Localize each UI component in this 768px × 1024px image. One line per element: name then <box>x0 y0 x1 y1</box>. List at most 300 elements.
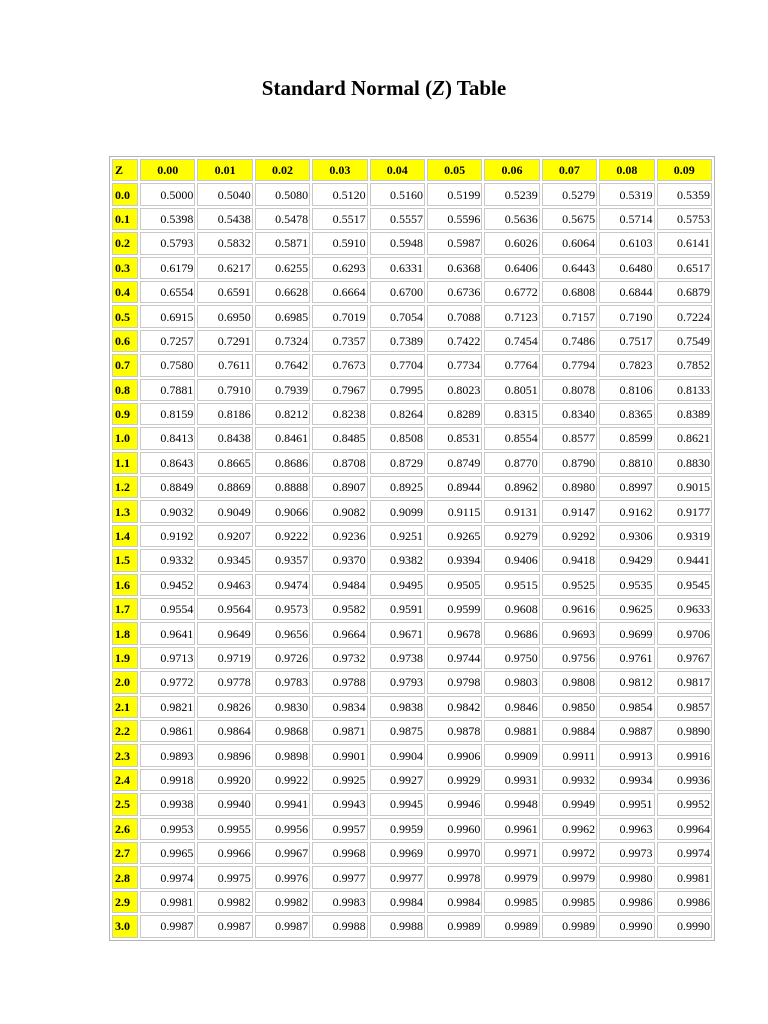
table-row <box>112 696 712 718</box>
probability-cell: 0.5636 <box>484 208 539 230</box>
row-z-label: 1.0 <box>112 427 138 449</box>
probability-cell: 0.5714 <box>599 208 654 230</box>
probability-cell: 0.9394 <box>427 549 482 571</box>
probability-cell: 0.9890 <box>657 720 712 742</box>
probability-cell: 0.9222 <box>255 525 310 547</box>
probability-cell: 0.8888 <box>255 476 310 498</box>
probability-cell: 0.6255 <box>255 257 310 279</box>
table-row <box>112 598 712 620</box>
probability-cell: 0.9846 <box>484 696 539 718</box>
probability-cell: 0.7794 <box>542 354 597 376</box>
probability-cell: 0.9738 <box>370 647 425 669</box>
probability-cell: 0.9803 <box>484 671 539 693</box>
probability-cell: 0.9965 <box>140 842 195 864</box>
probability-cell: 0.9463 <box>197 574 252 596</box>
title-prefix: Standard Normal ( <box>261 76 433 100</box>
column-header: 0.01 <box>197 159 252 181</box>
probability-cell: 0.8849 <box>140 476 195 498</box>
probability-cell: 0.6879 <box>657 281 712 303</box>
row-z-label: 2.6 <box>112 818 138 840</box>
table-row <box>112 549 712 571</box>
probability-cell: 0.9332 <box>140 549 195 571</box>
probability-cell: 0.6179 <box>140 257 195 279</box>
column-header: 0.05 <box>427 159 482 181</box>
probability-cell: 0.9901 <box>312 744 367 766</box>
probability-cell: 0.9582 <box>312 598 367 620</box>
table-row <box>112 647 712 669</box>
header-row <box>112 159 712 181</box>
probability-cell: 0.9941 <box>255 793 310 815</box>
probability-cell: 0.9693 <box>542 622 597 644</box>
probability-cell: 0.9793 <box>370 671 425 693</box>
table-row <box>112 671 712 693</box>
probability-cell: 0.5040 <box>197 183 252 205</box>
probability-cell: 0.9649 <box>197 622 252 644</box>
probability-cell: 0.7054 <box>370 305 425 327</box>
probability-cell: 0.9664 <box>312 622 367 644</box>
probability-cell: 0.9778 <box>197 671 252 693</box>
probability-cell: 0.6406 <box>484 257 539 279</box>
table-row <box>112 744 712 766</box>
probability-cell: 0.9906 <box>427 744 482 766</box>
table-row <box>112 818 712 840</box>
table-row <box>112 793 712 815</box>
probability-cell: 0.9641 <box>140 622 195 644</box>
probability-cell: 0.9984 <box>427 891 482 913</box>
row-z-label: 3.0 <box>112 915 138 937</box>
table-row <box>112 257 712 279</box>
table-row <box>112 915 712 937</box>
probability-cell: 0.6772 <box>484 281 539 303</box>
probability-cell: 0.9850 <box>542 696 597 718</box>
probability-cell: 0.9864 <box>197 720 252 742</box>
probability-cell: 0.9719 <box>197 647 252 669</box>
table-row <box>112 232 712 254</box>
probability-cell: 0.9974 <box>657 842 712 864</box>
probability-cell: 0.9948 <box>484 793 539 815</box>
probability-cell: 0.9987 <box>197 915 252 937</box>
probability-cell: 0.9969 <box>370 842 425 864</box>
probability-cell: 0.8980 <box>542 476 597 498</box>
probability-cell: 0.9525 <box>542 574 597 596</box>
probability-cell: 0.5675 <box>542 208 597 230</box>
probability-cell: 0.9306 <box>599 525 654 547</box>
probability-cell: 0.9911 <box>542 744 597 766</box>
probability-cell: 0.9925 <box>312 769 367 791</box>
probability-cell: 0.9875 <box>370 720 425 742</box>
probability-cell: 0.9817 <box>657 671 712 693</box>
probability-cell: 0.9441 <box>657 549 712 571</box>
probability-cell: 0.7486 <box>542 330 597 352</box>
row-z-label: 2.2 <box>112 720 138 742</box>
probability-cell: 0.9956 <box>255 818 310 840</box>
probability-cell: 0.9772 <box>140 671 195 693</box>
row-z-label: 1.4 <box>112 525 138 547</box>
probability-cell: 0.5478 <box>255 208 310 230</box>
probability-cell: 0.7995 <box>370 379 425 401</box>
probability-cell: 0.5517 <box>312 208 367 230</box>
probability-cell: 0.9599 <box>427 598 482 620</box>
probability-cell: 0.9429 <box>599 549 654 571</box>
row-z-label: 0.9 <box>112 403 138 425</box>
probability-cell: 0.7734 <box>427 354 482 376</box>
probability-cell: 0.9115 <box>427 500 482 522</box>
row-z-label: 0.5 <box>112 305 138 327</box>
probability-cell: 0.8830 <box>657 452 712 474</box>
probability-cell: 0.9868 <box>255 720 310 742</box>
probability-cell: 0.7642 <box>255 354 310 376</box>
probability-cell: 0.5398 <box>140 208 195 230</box>
probability-cell: 0.8289 <box>427 403 482 425</box>
probability-cell: 0.9909 <box>484 744 539 766</box>
probability-cell: 0.6915 <box>140 305 195 327</box>
probability-cell: 0.8485 <box>312 427 367 449</box>
probability-cell: 0.7224 <box>657 305 712 327</box>
probability-cell: 0.9625 <box>599 598 654 620</box>
column-header: 0.03 <box>312 159 367 181</box>
probability-cell: 0.9931 <box>484 769 539 791</box>
probability-cell: 0.8686 <box>255 452 310 474</box>
probability-cell: 0.9960 <box>427 818 482 840</box>
row-z-label: 1.3 <box>112 500 138 522</box>
probability-cell: 0.9968 <box>312 842 367 864</box>
probability-cell: 0.9976 <box>255 866 310 888</box>
probability-cell: 0.9988 <box>370 915 425 937</box>
probability-cell: 0.9955 <box>197 818 252 840</box>
table-row <box>112 427 712 449</box>
table-row <box>112 500 712 522</box>
table-row <box>112 305 712 327</box>
probability-cell: 0.9798 <box>427 671 482 693</box>
probability-cell: 0.8708 <box>312 452 367 474</box>
probability-cell: 0.9382 <box>370 549 425 571</box>
probability-cell: 0.9838 <box>370 696 425 718</box>
probability-cell: 0.8461 <box>255 427 310 449</box>
probability-cell: 0.8531 <box>427 427 482 449</box>
row-z-label: 1.7 <box>112 598 138 620</box>
table-row <box>112 403 712 425</box>
probability-cell: 0.5000 <box>140 183 195 205</box>
probability-cell: 0.5910 <box>312 232 367 254</box>
probability-cell: 0.8023 <box>427 379 482 401</box>
probability-cell: 0.6331 <box>370 257 425 279</box>
table-row <box>112 208 712 230</box>
probability-cell: 0.9970 <box>427 842 482 864</box>
probability-cell: 0.9842 <box>427 696 482 718</box>
column-header: 0.08 <box>599 159 654 181</box>
probability-cell: 0.8238 <box>312 403 367 425</box>
probability-cell: 0.9953 <box>140 818 195 840</box>
probability-cell: 0.8665 <box>197 452 252 474</box>
probability-cell: 0.5948 <box>370 232 425 254</box>
table-row <box>112 379 712 401</box>
probability-cell: 0.7549 <box>657 330 712 352</box>
probability-cell: 0.9292 <box>542 525 597 547</box>
probability-cell: 0.8186 <box>197 403 252 425</box>
probability-cell: 0.9989 <box>427 915 482 937</box>
table-row <box>112 891 712 913</box>
probability-cell: 0.9980 <box>599 866 654 888</box>
probability-cell: 0.9920 <box>197 769 252 791</box>
probability-cell: 0.9783 <box>255 671 310 693</box>
probability-cell: 0.8264 <box>370 403 425 425</box>
probability-cell: 0.9884 <box>542 720 597 742</box>
page-title <box>0 74 768 102</box>
probability-cell: 0.9495 <box>370 574 425 596</box>
probability-cell: 0.9977 <box>312 866 367 888</box>
probability-cell: 0.9983 <box>312 891 367 913</box>
probability-cell: 0.9989 <box>542 915 597 937</box>
title-italic-z: Z <box>432 76 445 100</box>
row-z-label: 0.4 <box>112 281 138 303</box>
probability-cell: 0.8340 <box>542 403 597 425</box>
probability-cell: 0.9015 <box>657 476 712 498</box>
probability-cell: 0.9985 <box>484 891 539 913</box>
probability-cell: 0.9671 <box>370 622 425 644</box>
probability-cell: 0.9978 <box>427 866 482 888</box>
probability-cell: 0.5987 <box>427 232 482 254</box>
probability-cell: 0.9545 <box>657 574 712 596</box>
probability-cell: 0.5199 <box>427 183 482 205</box>
probability-cell: 0.8729 <box>370 452 425 474</box>
probability-cell: 0.9975 <box>197 866 252 888</box>
probability-cell: 0.9904 <box>370 744 425 766</box>
probability-cell: 0.7704 <box>370 354 425 376</box>
row-z-label: 2.8 <box>112 866 138 888</box>
probability-cell: 0.9981 <box>657 866 712 888</box>
probability-cell: 0.8106 <box>599 379 654 401</box>
probability-cell: 0.5279 <box>542 183 597 205</box>
probability-cell: 0.7910 <box>197 379 252 401</box>
probability-cell: 0.9936 <box>657 769 712 791</box>
probability-cell: 0.9962 <box>542 818 597 840</box>
probability-cell: 0.6517 <box>657 257 712 279</box>
probability-cell: 0.9857 <box>657 696 712 718</box>
probability-cell: 0.9981 <box>140 891 195 913</box>
probability-cell: 0.6664 <box>312 281 367 303</box>
row-z-label: 1.9 <box>112 647 138 669</box>
probability-cell: 0.9706 <box>657 622 712 644</box>
probability-cell: 0.8962 <box>484 476 539 498</box>
probability-cell: 0.9515 <box>484 574 539 596</box>
probability-cell: 0.8599 <box>599 427 654 449</box>
probability-cell: 0.8907 <box>312 476 367 498</box>
probability-cell: 0.9452 <box>140 574 195 596</box>
row-z-label: 0.6 <box>112 330 138 352</box>
probability-cell: 0.9990 <box>657 915 712 937</box>
probability-cell: 0.8315 <box>484 403 539 425</box>
probability-cell: 0.8790 <box>542 452 597 474</box>
probability-cell: 0.8643 <box>140 452 195 474</box>
probability-cell: 0.5359 <box>657 183 712 205</box>
probability-cell: 0.9918 <box>140 769 195 791</box>
probability-cell: 0.9959 <box>370 818 425 840</box>
probability-cell: 0.6554 <box>140 281 195 303</box>
column-header: 0.09 <box>657 159 712 181</box>
probability-cell: 0.9871 <box>312 720 367 742</box>
probability-cell: 0.8554 <box>484 427 539 449</box>
row-z-label: 2.4 <box>112 769 138 791</box>
row-z-label: 1.8 <box>112 622 138 644</box>
probability-cell: 0.8869 <box>197 476 252 498</box>
probability-cell: 0.9418 <box>542 549 597 571</box>
probability-cell: 0.5438 <box>197 208 252 230</box>
probability-cell: 0.9974 <box>140 866 195 888</box>
probability-cell: 0.9788 <box>312 671 367 693</box>
probability-cell: 0.9932 <box>542 769 597 791</box>
probability-cell: 0.9946 <box>427 793 482 815</box>
probability-cell: 0.9943 <box>312 793 367 815</box>
probability-cell: 0.5596 <box>427 208 482 230</box>
probability-cell: 0.7939 <box>255 379 310 401</box>
probability-cell: 0.9812 <box>599 671 654 693</box>
probability-cell: 0.9989 <box>484 915 539 937</box>
probability-cell: 0.9973 <box>599 842 654 864</box>
probability-cell: 0.9821 <box>140 696 195 718</box>
probability-cell: 0.6443 <box>542 257 597 279</box>
probability-cell: 0.9767 <box>657 647 712 669</box>
probability-cell: 0.6628 <box>255 281 310 303</box>
probability-cell: 0.6736 <box>427 281 482 303</box>
probability-cell: 0.9952 <box>657 793 712 815</box>
probability-cell: 0.9922 <box>255 769 310 791</box>
probability-cell: 0.9987 <box>140 915 195 937</box>
probability-cell: 0.8365 <box>599 403 654 425</box>
probability-cell: 0.9963 <box>599 818 654 840</box>
probability-cell: 0.7764 <box>484 354 539 376</box>
probability-cell: 0.9927 <box>370 769 425 791</box>
probability-cell: 0.9916 <box>657 744 712 766</box>
probability-cell: 0.9982 <box>197 891 252 913</box>
probability-cell: 0.6217 <box>197 257 252 279</box>
probability-cell: 0.9988 <box>312 915 367 937</box>
probability-cell: 0.9893 <box>140 744 195 766</box>
row-z-label: 0.8 <box>112 379 138 401</box>
probability-cell: 0.9147 <box>542 500 597 522</box>
probability-cell: 0.9961 <box>484 818 539 840</box>
probability-cell: 0.8438 <box>197 427 252 449</box>
probability-cell: 0.9345 <box>197 549 252 571</box>
row-z-label: 2.9 <box>112 891 138 913</box>
table-row <box>112 574 712 596</box>
probability-cell: 0.5239 <box>484 183 539 205</box>
probability-cell: 0.8212 <box>255 403 310 425</box>
probability-cell: 0.9406 <box>484 549 539 571</box>
probability-cell: 0.9699 <box>599 622 654 644</box>
probability-cell: 0.9131 <box>484 500 539 522</box>
probability-cell: 0.6808 <box>542 281 597 303</box>
row-z-label: 0.1 <box>112 208 138 230</box>
probability-cell: 0.9929 <box>427 769 482 791</box>
probability-cell: 0.7673 <box>312 354 367 376</box>
probability-cell: 0.9236 <box>312 525 367 547</box>
probability-cell: 0.5753 <box>657 208 712 230</box>
table-row <box>112 720 712 742</box>
probability-cell: 0.9964 <box>657 818 712 840</box>
probability-cell: 0.8413 <box>140 427 195 449</box>
probability-cell: 0.9986 <box>657 891 712 913</box>
probability-cell: 0.6026 <box>484 232 539 254</box>
probability-cell: 0.6141 <box>657 232 712 254</box>
table-body <box>112 183 712 937</box>
probability-cell: 0.9032 <box>140 500 195 522</box>
probability-cell: 0.9881 <box>484 720 539 742</box>
probability-cell: 0.8997 <box>599 476 654 498</box>
probability-cell: 0.8810 <box>599 452 654 474</box>
probability-cell: 0.7190 <box>599 305 654 327</box>
probability-cell: 0.9099 <box>370 500 425 522</box>
probability-cell: 0.9977 <box>370 866 425 888</box>
row-z-label: 1.6 <box>112 574 138 596</box>
row-z-label: 1.1 <box>112 452 138 474</box>
probability-cell: 0.9938 <box>140 793 195 815</box>
probability-cell: 0.8051 <box>484 379 539 401</box>
probability-cell: 0.9972 <box>542 842 597 864</box>
probability-cell: 0.7580 <box>140 354 195 376</box>
probability-cell: 0.9854 <box>599 696 654 718</box>
probability-cell: 0.9971 <box>484 842 539 864</box>
probability-cell: 0.6844 <box>599 281 654 303</box>
probability-cell: 0.8508 <box>370 427 425 449</box>
probability-cell: 0.9251 <box>370 525 425 547</box>
probability-cell: 0.9192 <box>140 525 195 547</box>
probability-cell: 0.9591 <box>370 598 425 620</box>
probability-cell: 0.5832 <box>197 232 252 254</box>
row-z-label: 0.7 <box>112 354 138 376</box>
probability-cell: 0.6700 <box>370 281 425 303</box>
probability-cell: 0.7324 <box>255 330 310 352</box>
row-z-label: 1.5 <box>112 549 138 571</box>
table-row <box>112 354 712 376</box>
probability-cell: 0.5160 <box>370 183 425 205</box>
probability-cell: 0.9505 <box>427 574 482 596</box>
column-header: 0.02 <box>255 159 310 181</box>
row-z-label: 0.0 <box>112 183 138 205</box>
probability-cell: 0.9608 <box>484 598 539 620</box>
table-row <box>112 476 712 498</box>
probability-cell: 0.9951 <box>599 793 654 815</box>
table-row <box>112 622 712 644</box>
probability-cell: 0.9934 <box>599 769 654 791</box>
probability-cell: 0.6368 <box>427 257 482 279</box>
probability-cell: 0.9564 <box>197 598 252 620</box>
probability-cell: 0.9554 <box>140 598 195 620</box>
probability-cell: 0.8078 <box>542 379 597 401</box>
probability-cell: 0.9678 <box>427 622 482 644</box>
probability-cell: 0.8770 <box>484 452 539 474</box>
table-row <box>112 525 712 547</box>
probability-cell: 0.7357 <box>312 330 367 352</box>
probability-cell: 0.9484 <box>312 574 367 596</box>
probability-cell: 0.9878 <box>427 720 482 742</box>
table-row <box>112 842 712 864</box>
probability-cell: 0.6480 <box>599 257 654 279</box>
probability-cell: 0.9686 <box>484 622 539 644</box>
probability-cell: 0.9744 <box>427 647 482 669</box>
probability-cell: 0.6064 <box>542 232 597 254</box>
probability-cell: 0.6103 <box>599 232 654 254</box>
probability-cell: 0.9732 <box>312 647 367 669</box>
probability-cell: 0.6950 <box>197 305 252 327</box>
probability-cell: 0.8621 <box>657 427 712 449</box>
probability-cell: 0.9808 <box>542 671 597 693</box>
probability-cell: 0.5319 <box>599 183 654 205</box>
probability-cell: 0.9616 <box>542 598 597 620</box>
row-z-label: 2.3 <box>112 744 138 766</box>
probability-cell: 0.6293 <box>312 257 367 279</box>
probability-cell: 0.9573 <box>255 598 310 620</box>
table-row <box>112 452 712 474</box>
